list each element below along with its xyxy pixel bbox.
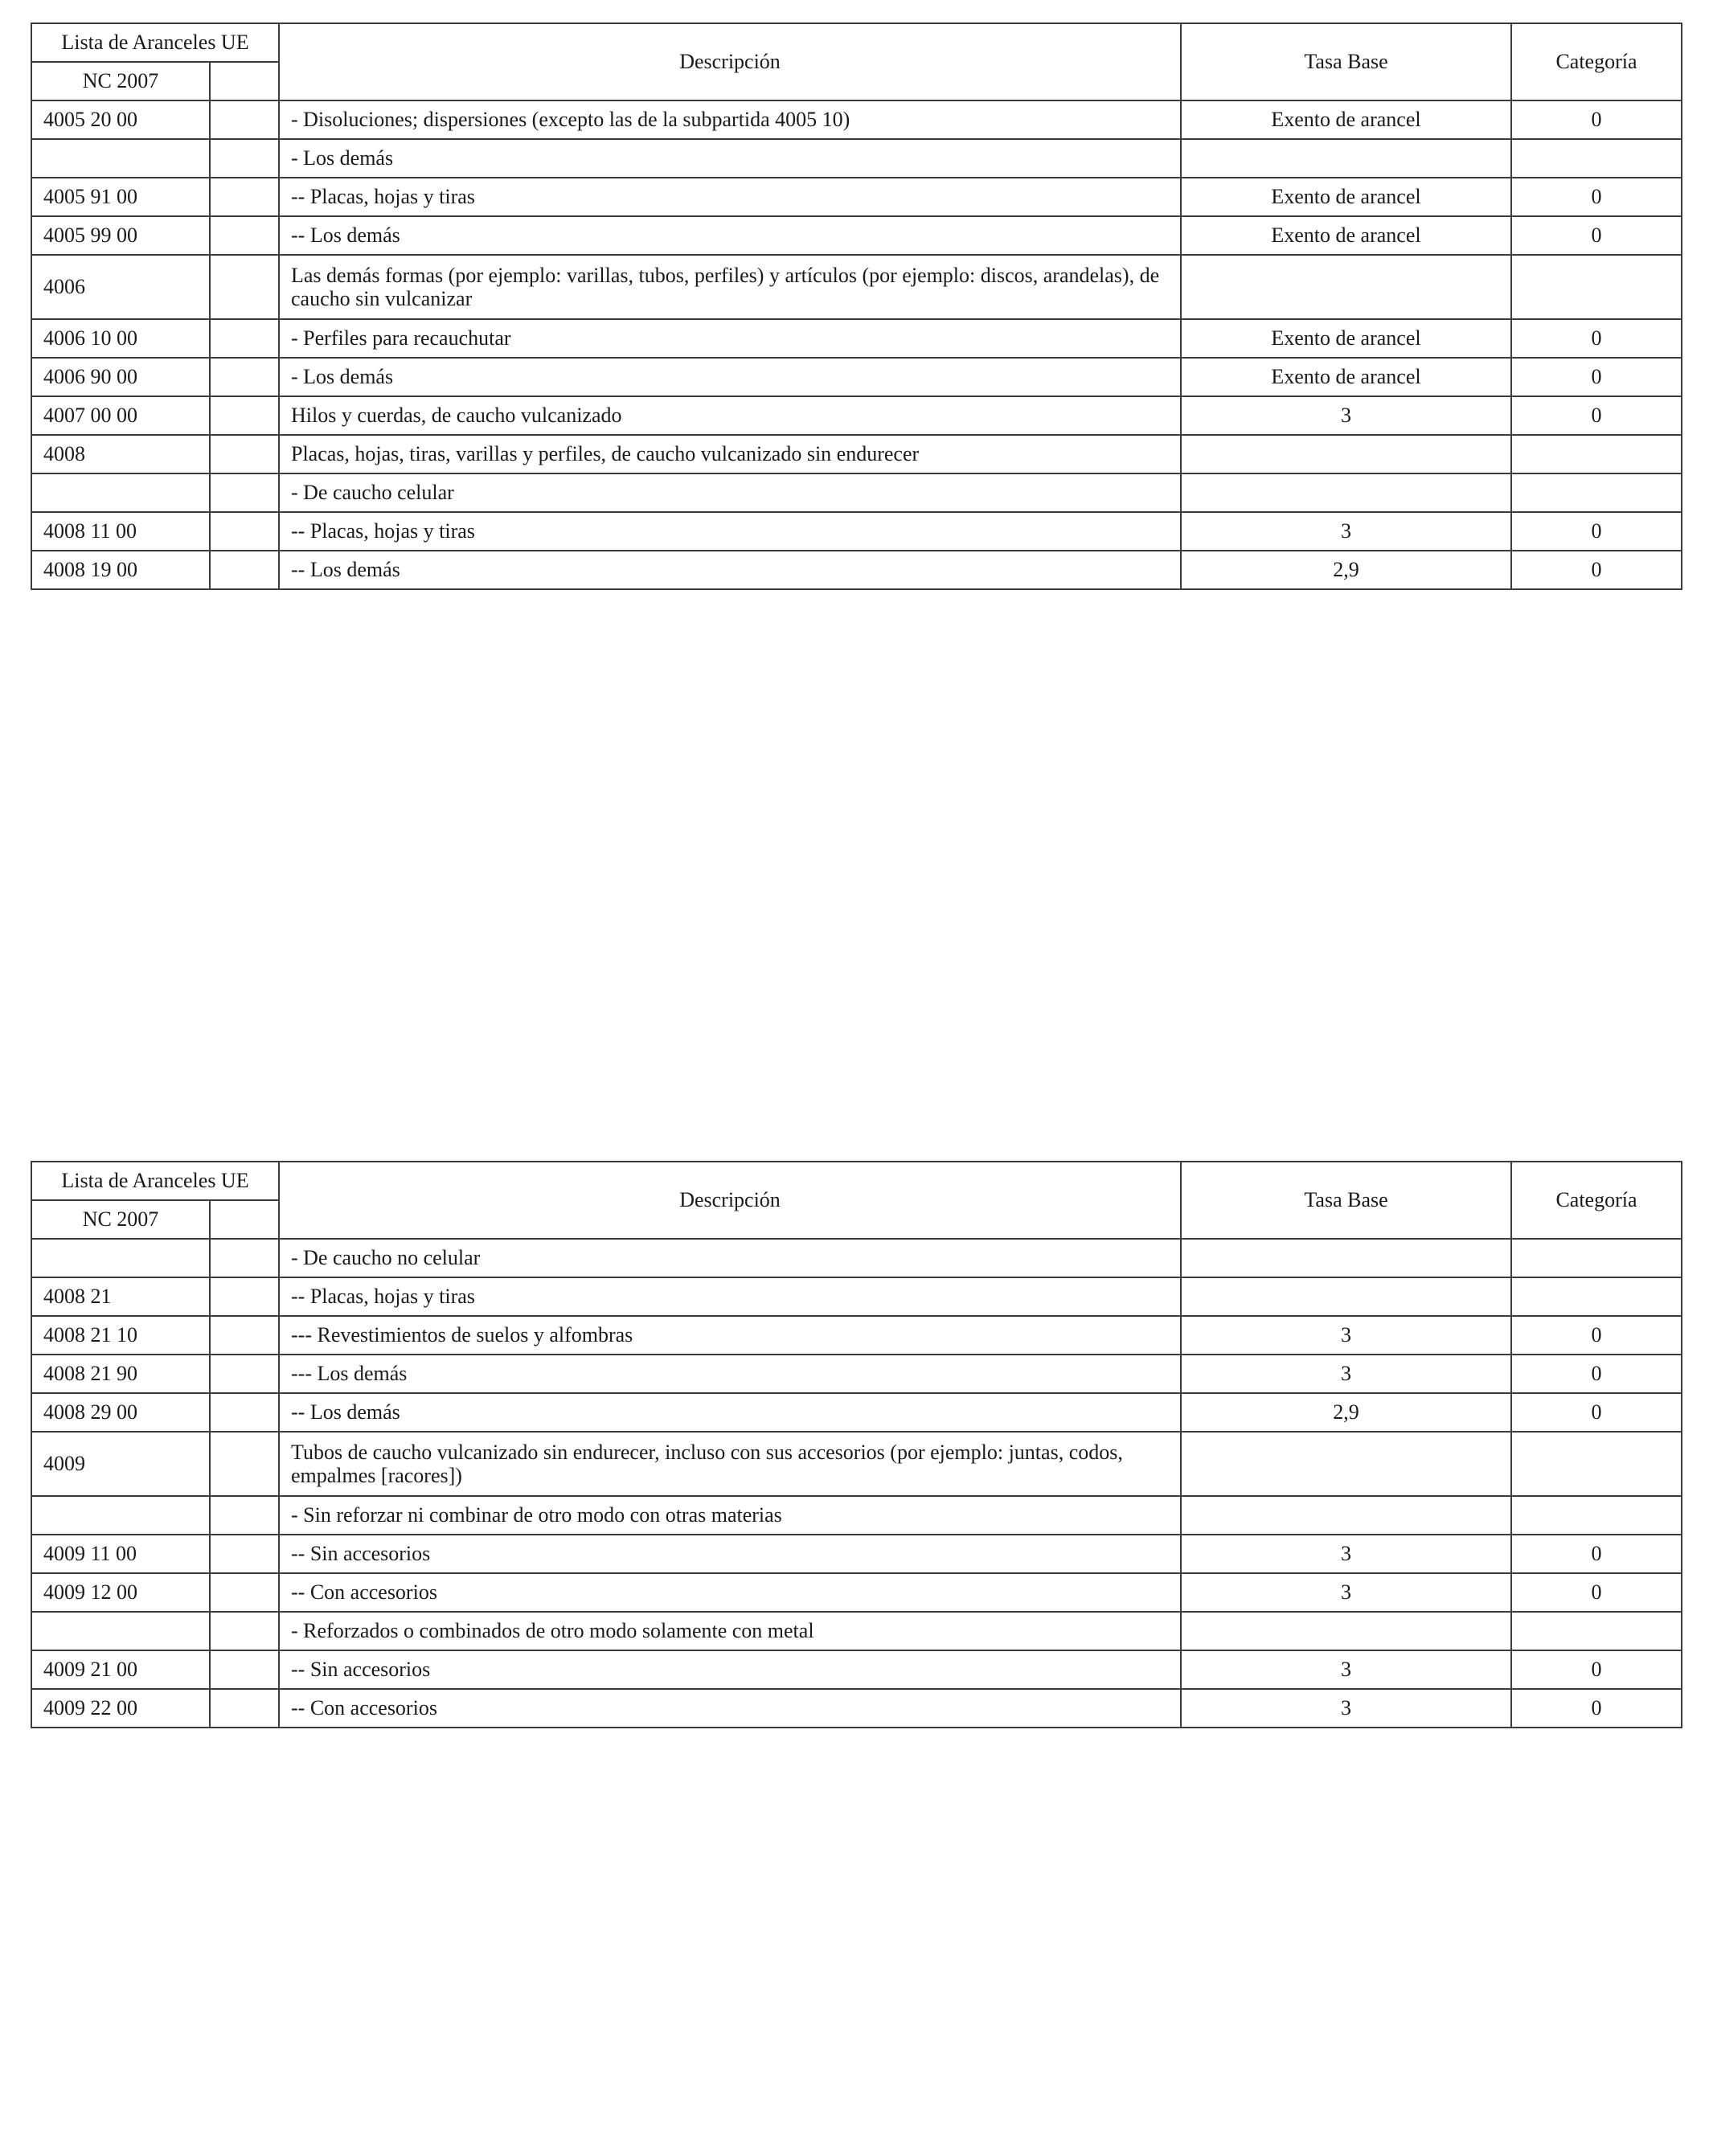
table-row	[31, 100, 1682, 139]
base-rate-cell	[1181, 1496, 1511, 1535]
sub-code-cell	[210, 1432, 279, 1496]
table-row	[31, 319, 1682, 358]
sub-code-cell	[210, 100, 279, 139]
base-rate-cell	[1181, 1277, 1511, 1316]
nc-subheader-blank	[210, 62, 279, 100]
category-cell: 0	[1511, 1393, 1682, 1432]
description-cell: - Los demás	[279, 358, 1181, 396]
table-row	[31, 1573, 1682, 1612]
category-cell: 0	[1511, 551, 1682, 589]
description-cell: Tubos de caucho vulcanizado sin endurecer, incluso con sus accesorios (por ejemplo: juntas, codos, empalmes [racores])	[279, 1432, 1181, 1496]
table-row	[31, 1496, 1682, 1535]
sub-code-cell	[210, 1277, 279, 1316]
code-cell: 4007 00 00	[31, 396, 210, 435]
table-row	[31, 396, 1682, 435]
code-cell: 4006	[31, 255, 210, 319]
table-header	[31, 23, 1682, 100]
category-cell	[1511, 139, 1682, 178]
description-header: Descripción	[279, 1162, 1181, 1239]
table-row	[31, 139, 1682, 178]
description-cell: -- Placas, hojas y tiras	[279, 178, 1181, 216]
description-cell: Placas, hojas, tiras, varillas y perfiles, de caucho vulcanizado sin endurecer	[279, 435, 1181, 473]
tariff-table-1	[31, 23, 1682, 590]
description-cell: -- Sin accesorios	[279, 1535, 1181, 1573]
table-header	[31, 1162, 1682, 1239]
sub-code-cell	[210, 1316, 279, 1355]
code-cell: 4008 11 00	[31, 512, 210, 551]
code-cell	[31, 1612, 210, 1650]
base-rate-cell: 3	[1181, 1689, 1511, 1728]
category-cell	[1511, 1612, 1682, 1650]
sub-code-cell	[210, 512, 279, 551]
sub-code-cell	[210, 1239, 279, 1277]
code-cell: 4005 99 00	[31, 216, 210, 255]
code-cell: 4009	[31, 1432, 210, 1496]
table-row	[31, 1689, 1682, 1728]
table-row	[31, 358, 1682, 396]
code-cell: 4008 21	[31, 1277, 210, 1316]
base-rate-cell: 2,9	[1181, 551, 1511, 589]
category-cell: 0	[1511, 1535, 1682, 1573]
sub-code-cell	[210, 1496, 279, 1535]
category-cell	[1511, 1496, 1682, 1535]
category-cell	[1511, 1277, 1682, 1316]
base-rate-cell: Exento de arancel	[1181, 100, 1511, 139]
code-cell: 4008 21 90	[31, 1355, 210, 1393]
list-header: Lista de Aranceles UE	[31, 1162, 279, 1200]
code-cell: 4008	[31, 435, 210, 473]
sub-code-cell	[210, 1612, 279, 1650]
base-rate-cell	[1181, 255, 1511, 319]
table-body	[31, 100, 1682, 589]
category-header: Categoría	[1511, 1162, 1682, 1239]
category-cell	[1511, 1239, 1682, 1277]
description-cell: -- Los demás	[279, 551, 1181, 589]
table-row	[31, 1316, 1682, 1355]
sub-code-cell	[210, 1355, 279, 1393]
category-cell: 0	[1511, 1650, 1682, 1689]
code-cell: 4009 22 00	[31, 1689, 210, 1728]
code-cell: 4005 91 00	[31, 178, 210, 216]
description-cell: Hilos y cuerdas, de caucho vulcanizado	[279, 396, 1181, 435]
code-cell: 4009 11 00	[31, 1535, 210, 1573]
table-row	[31, 551, 1682, 589]
description-cell: - Reforzados o combinados de otro modo solamente con metal	[279, 1612, 1181, 1650]
code-cell	[31, 1239, 210, 1277]
code-cell	[31, 1496, 210, 1535]
table-row	[31, 1277, 1682, 1316]
sub-code-cell	[210, 1650, 279, 1689]
table-row	[31, 512, 1682, 551]
code-cell: 4006 10 00	[31, 319, 210, 358]
table-row	[31, 1393, 1682, 1432]
table-body	[31, 1239, 1682, 1728]
base-rate-cell: Exento de arancel	[1181, 178, 1511, 216]
base-rate-cell: Exento de arancel	[1181, 216, 1511, 255]
base-rate-cell	[1181, 1612, 1511, 1650]
description-cell: -- Los demás	[279, 1393, 1181, 1432]
category-cell: 0	[1511, 396, 1682, 435]
base-rate-cell: 3	[1181, 1316, 1511, 1355]
description-cell: - Perfiles para recauchutar	[279, 319, 1181, 358]
category-cell: 0	[1511, 358, 1682, 396]
description-cell: -- Con accesorios	[279, 1573, 1181, 1612]
code-cell: 4008 19 00	[31, 551, 210, 589]
sub-code-cell	[210, 1393, 279, 1432]
table-row	[31, 473, 1682, 512]
base-rate-cell: 3	[1181, 1355, 1511, 1393]
table-row	[31, 435, 1682, 473]
sub-code-cell	[210, 178, 279, 216]
table-row	[31, 1239, 1682, 1277]
description-header: Descripción	[279, 23, 1181, 100]
category-cell: 0	[1511, 1689, 1682, 1728]
description-cell: -- Sin accesorios	[279, 1650, 1181, 1689]
list-header: Lista de Aranceles UE	[31, 23, 279, 62]
code-cell: 4008 29 00	[31, 1393, 210, 1432]
base-rate-cell	[1181, 473, 1511, 512]
base-rate-header: Tasa Base	[1181, 1162, 1511, 1239]
description-cell: - Sin reforzar ni combinar de otro modo con otras materias	[279, 1496, 1181, 1535]
category-cell: 0	[1511, 319, 1682, 358]
code-cell	[31, 139, 210, 178]
table-row	[31, 255, 1682, 319]
base-rate-cell	[1181, 435, 1511, 473]
description-cell: Las demás formas (por ejemplo: varillas, tubos, perfiles) y artículos (por ejemplo: discos, arandelas), de caucho sin vulcanizar	[279, 255, 1181, 319]
sub-code-cell	[210, 319, 279, 358]
nc-header: NC 2007	[31, 62, 210, 100]
nc-header: NC 2007	[31, 1200, 210, 1239]
category-cell	[1511, 435, 1682, 473]
category-cell: 0	[1511, 178, 1682, 216]
description-cell: - De caucho celular	[279, 473, 1181, 512]
category-cell: 0	[1511, 100, 1682, 139]
sub-code-cell	[210, 255, 279, 319]
category-cell	[1511, 255, 1682, 319]
category-header: Categoría	[1511, 23, 1682, 100]
category-cell: 0	[1511, 216, 1682, 255]
table-row	[31, 1535, 1682, 1573]
table-row	[31, 1355, 1682, 1393]
sub-code-cell	[210, 551, 279, 589]
table-row	[31, 1432, 1682, 1496]
sub-code-cell	[210, 435, 279, 473]
base-rate-cell: 3	[1181, 1573, 1511, 1612]
code-cell: 4005 20 00	[31, 100, 210, 139]
code-cell: 4006 90 00	[31, 358, 210, 396]
base-rate-header: Tasa Base	[1181, 23, 1511, 100]
sub-code-cell	[210, 358, 279, 396]
description-cell: -- Con accesorios	[279, 1689, 1181, 1728]
table-row	[31, 1650, 1682, 1689]
table-row	[31, 1612, 1682, 1650]
tariff-table-2	[31, 1161, 1682, 1728]
category-cell: 0	[1511, 512, 1682, 551]
description-cell: --- Los demás	[279, 1355, 1181, 1393]
sub-code-cell	[210, 396, 279, 435]
sub-code-cell	[210, 216, 279, 255]
base-rate-cell: 3	[1181, 396, 1511, 435]
sub-code-cell	[210, 1689, 279, 1728]
code-cell	[31, 473, 210, 512]
base-rate-cell	[1181, 1432, 1511, 1496]
category-cell: 0	[1511, 1573, 1682, 1612]
category-cell: 0	[1511, 1316, 1682, 1355]
description-cell: -- Placas, hojas y tiras	[279, 1277, 1181, 1316]
code-cell: 4008 21 10	[31, 1316, 210, 1355]
base-rate-cell: Exento de arancel	[1181, 358, 1511, 396]
description-cell: - Disoluciones; dispersiones (excepto las de la subpartida 4005 10)	[279, 100, 1181, 139]
description-cell: - Los demás	[279, 139, 1181, 178]
base-rate-cell: 2,9	[1181, 1393, 1511, 1432]
description-cell: - De caucho no celular	[279, 1239, 1181, 1277]
sub-code-cell	[210, 139, 279, 178]
sub-code-cell	[210, 473, 279, 512]
sub-code-cell	[210, 1573, 279, 1612]
base-rate-cell: 3	[1181, 512, 1511, 551]
category-cell	[1511, 1432, 1682, 1496]
description-cell: --- Revestimientos de suelos y alfombras	[279, 1316, 1181, 1355]
base-rate-cell	[1181, 139, 1511, 178]
base-rate-cell: Exento de arancel	[1181, 319, 1511, 358]
description-cell: -- Placas, hojas y tiras	[279, 512, 1181, 551]
base-rate-cell	[1181, 1239, 1511, 1277]
nc-subheader-blank	[210, 1200, 279, 1239]
category-cell: 0	[1511, 1355, 1682, 1393]
base-rate-cell: 3	[1181, 1650, 1511, 1689]
description-cell: -- Los demás	[279, 216, 1181, 255]
table-row	[31, 216, 1682, 255]
code-cell: 4009 12 00	[31, 1573, 210, 1612]
base-rate-cell: 3	[1181, 1535, 1511, 1573]
sub-code-cell	[210, 1535, 279, 1573]
code-cell: 4009 21 00	[31, 1650, 210, 1689]
category-cell	[1511, 473, 1682, 512]
table-row	[31, 178, 1682, 216]
